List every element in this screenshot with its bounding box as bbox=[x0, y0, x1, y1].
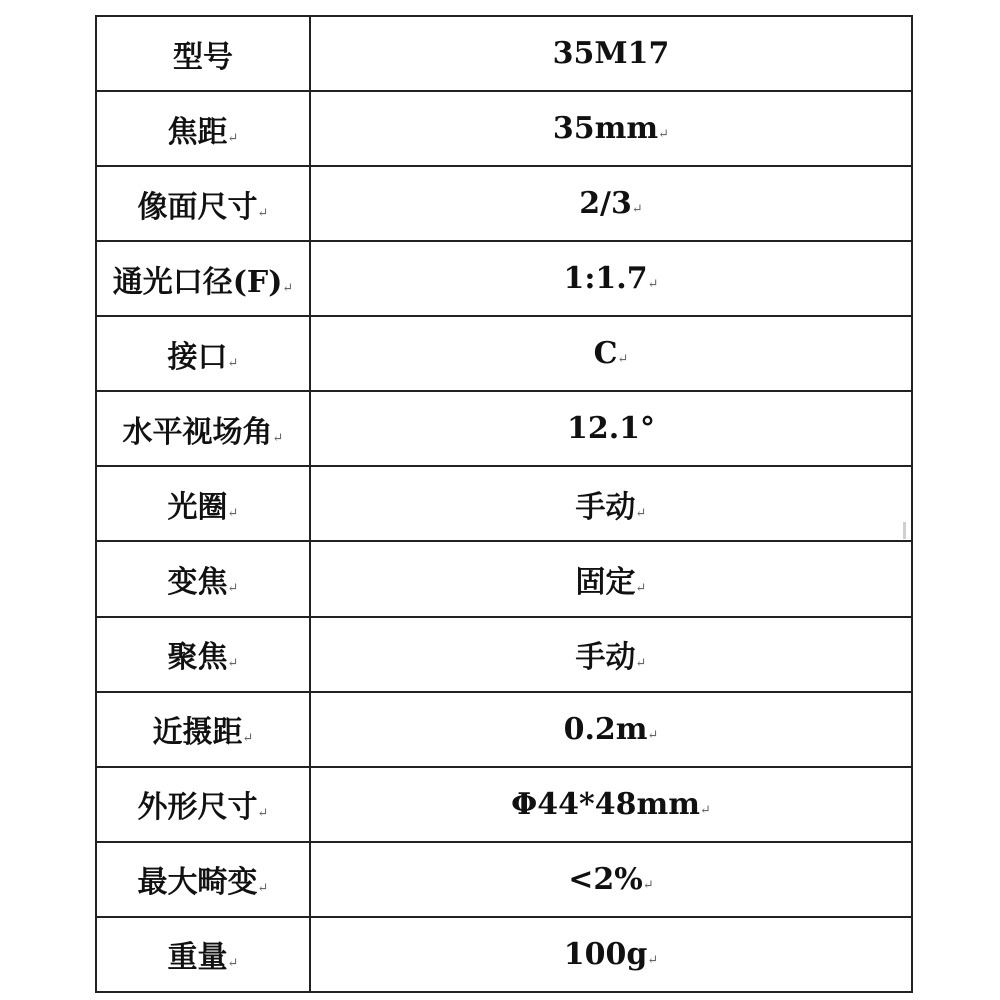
spec-label-cell bbox=[96, 917, 310, 992]
spec-value: 2/3 bbox=[579, 186, 632, 222]
spec-label-cell bbox=[96, 166, 310, 241]
spec-label: 近摄距 bbox=[152, 715, 243, 751]
paragraph-mark: ↵ bbox=[227, 505, 239, 521]
spec-label: 型号 bbox=[173, 39, 233, 75]
spec-label: 外形尺寸 bbox=[137, 790, 258, 826]
spec-value: <2% bbox=[568, 861, 643, 897]
spec-value-cell bbox=[310, 692, 912, 767]
spec-label-cell bbox=[96, 16, 310, 91]
table-row bbox=[96, 391, 912, 466]
paragraph-mark: ↵ bbox=[272, 430, 284, 446]
spec-label: 焦距 bbox=[167, 114, 228, 150]
spec-label: 重量 bbox=[167, 940, 228, 976]
spec-label-cell bbox=[96, 767, 310, 842]
paragraph-mark: ↵ bbox=[647, 727, 659, 743]
spec-label-cell bbox=[96, 241, 310, 316]
spec-label: 通光口径(F) bbox=[112, 264, 283, 300]
paragraph-mark: ↵ bbox=[227, 355, 239, 371]
table-row bbox=[96, 692, 912, 767]
spec-value-cell bbox=[310, 391, 912, 466]
table-row bbox=[96, 166, 912, 241]
spec-label: 最大畸变 bbox=[137, 865, 258, 901]
table-row bbox=[96, 917, 912, 992]
paragraph-mark: ↵ bbox=[227, 656, 239, 672]
spec-label: 光圈 bbox=[167, 489, 228, 525]
spec-value-cell bbox=[310, 617, 912, 692]
paragraph-mark: ↵ bbox=[642, 877, 654, 893]
paragraph-mark: ↵ bbox=[699, 802, 711, 818]
paragraph-mark: ↵ bbox=[617, 352, 629, 368]
paragraph-mark: ↵ bbox=[647, 952, 659, 968]
spec-value-cell bbox=[310, 16, 912, 91]
paragraph-mark: ↵ bbox=[227, 580, 239, 596]
spec-label: 接口 bbox=[167, 339, 228, 375]
table-row bbox=[96, 16, 912, 91]
scroll-marker bbox=[903, 522, 906, 539]
table-row bbox=[96, 842, 912, 917]
paragraph-mark: ↵ bbox=[227, 130, 239, 146]
spec-value: 35M17 bbox=[552, 36, 670, 72]
paragraph-mark: ↵ bbox=[257, 881, 269, 897]
spec-value: 0.2m bbox=[563, 711, 648, 747]
paragraph-mark: ↵ bbox=[635, 580, 647, 596]
spec-value-cell bbox=[310, 91, 912, 166]
paragraph-mark: ↵ bbox=[257, 205, 269, 221]
table-row bbox=[96, 617, 912, 692]
spec-label-cell bbox=[96, 391, 310, 466]
spec-value: C bbox=[593, 336, 618, 372]
spec-label-cell bbox=[96, 466, 310, 541]
table-row bbox=[96, 316, 912, 391]
paragraph-mark: ↵ bbox=[631, 202, 643, 218]
table-row bbox=[96, 767, 912, 842]
spec-label: 水平视场角 bbox=[122, 414, 273, 450]
spec-label-cell bbox=[96, 541, 310, 616]
spec-label-cell bbox=[96, 617, 310, 692]
spec-label: 聚焦 bbox=[167, 640, 228, 676]
spec-label: 像面尺寸 bbox=[137, 189, 258, 225]
spec-value-cell bbox=[310, 767, 912, 842]
paragraph-mark: ↵ bbox=[227, 956, 239, 972]
spec-value-cell bbox=[310, 466, 912, 541]
spec-value-cell bbox=[310, 166, 912, 241]
table-row bbox=[96, 241, 912, 316]
paragraph-mark: ↵ bbox=[257, 806, 269, 822]
spec-value: 固定 bbox=[575, 564, 636, 600]
paragraph-mark: ↵ bbox=[647, 277, 659, 293]
paragraph-mark: ↵ bbox=[658, 127, 670, 143]
paragraph-mark: ↵ bbox=[242, 731, 254, 747]
spec-value: Φ44*48mm bbox=[511, 786, 700, 822]
spec-value: 35mm bbox=[552, 111, 659, 147]
paragraph-mark: ↵ bbox=[282, 280, 294, 296]
spec-value: 1:1.7 bbox=[563, 261, 648, 297]
paragraph-mark: ↵ bbox=[635, 505, 647, 521]
spec-label-cell bbox=[96, 91, 310, 166]
spec-value: 100g bbox=[563, 936, 648, 972]
spec-label: 变焦 bbox=[167, 564, 228, 600]
spec-value-cell bbox=[310, 316, 912, 391]
spec-value-cell bbox=[310, 917, 912, 992]
paragraph-mark: ↵ bbox=[635, 656, 647, 672]
spec-value: 12.1° bbox=[566, 411, 656, 447]
table-row bbox=[96, 466, 912, 541]
spec-value-cell bbox=[310, 241, 912, 316]
spec-label-cell bbox=[96, 692, 310, 767]
spec-label-cell bbox=[96, 842, 310, 917]
lens-spec-table bbox=[95, 15, 913, 993]
spec-label-cell bbox=[96, 316, 310, 391]
spec-value: 手动 bbox=[575, 640, 636, 676]
spec-value-cell bbox=[310, 842, 912, 917]
spec-value: 手动 bbox=[575, 489, 636, 525]
table-row bbox=[96, 541, 912, 616]
table-row bbox=[96, 91, 912, 166]
spec-value-cell bbox=[310, 541, 912, 616]
